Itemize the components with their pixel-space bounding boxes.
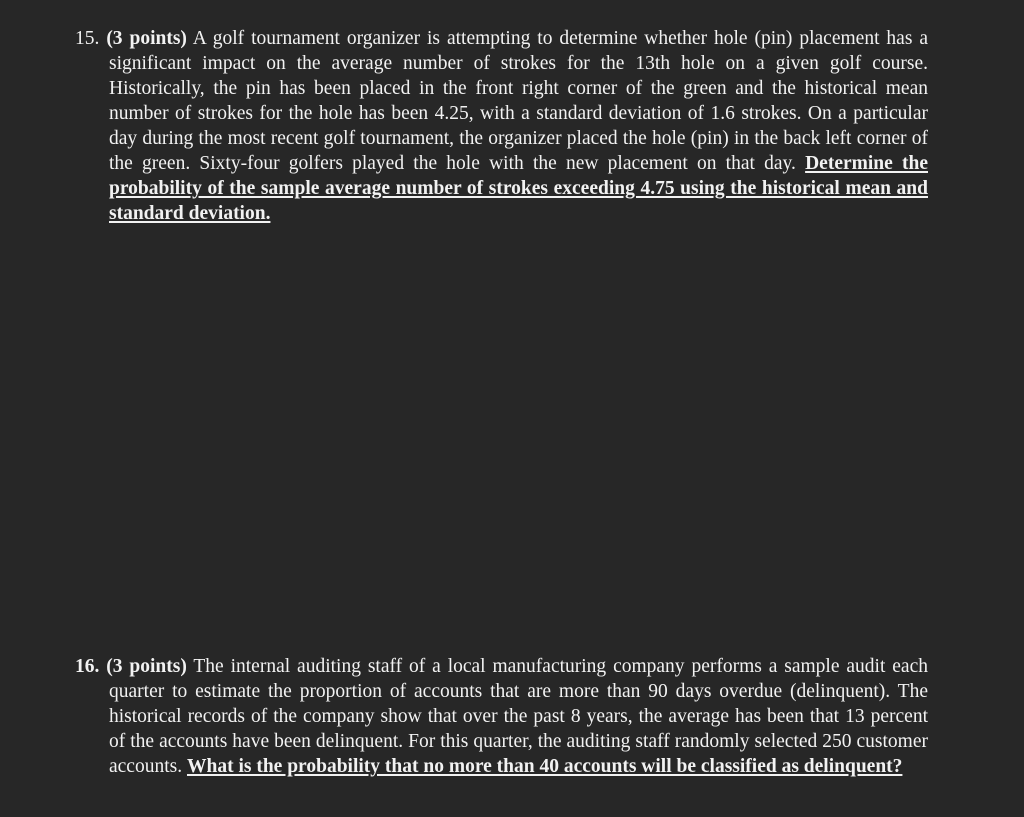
question-prompt: What is the probability that no more than 40 accounts will be classified as delinquent? — [186, 756, 903, 777]
question-points: (3 points) — [106, 656, 187, 677]
question-16 — [75, 654, 928, 779]
question-15 — [75, 26, 928, 226]
question-number: 16. — [75, 656, 100, 677]
question-points: (3 points) — [106, 28, 187, 49]
question-body: The internal auditing staff of a local manufacturing company performs a sample audit each quarter to estimate the proportion of accounts that are more than 90 days overdue (delinquent). The historical records of the company show that over the past 8 years, the average has been that 13 percent of the accounts have been delinquent. For this quarter, the auditing staff randomly selected 250 customer accounts. — [109, 656, 928, 777]
question-number: 15. — [75, 28, 100, 49]
question-body: A golf tournament organizer is attempting to determine whether hole (pin) placement has a significant impact on the average number of strokes for the 13th hole on a given golf course. Historically, the pin has been placed in the front right corner of the green and the historical mean number of strokes for the hole has been 4.25, with a standard deviation of 1.6 strokes. On a particular day during the most recent golf tournament, the organizer placed the hole (pin) in the back left corner of the green. Sixty-four golfers played the hole with the new placement on that day. — [109, 28, 928, 174]
question-prompt: Determine the probability of the sample average number of strokes exceeding 4.75 using the historical mean and standard deviation. — [109, 153, 928, 224]
